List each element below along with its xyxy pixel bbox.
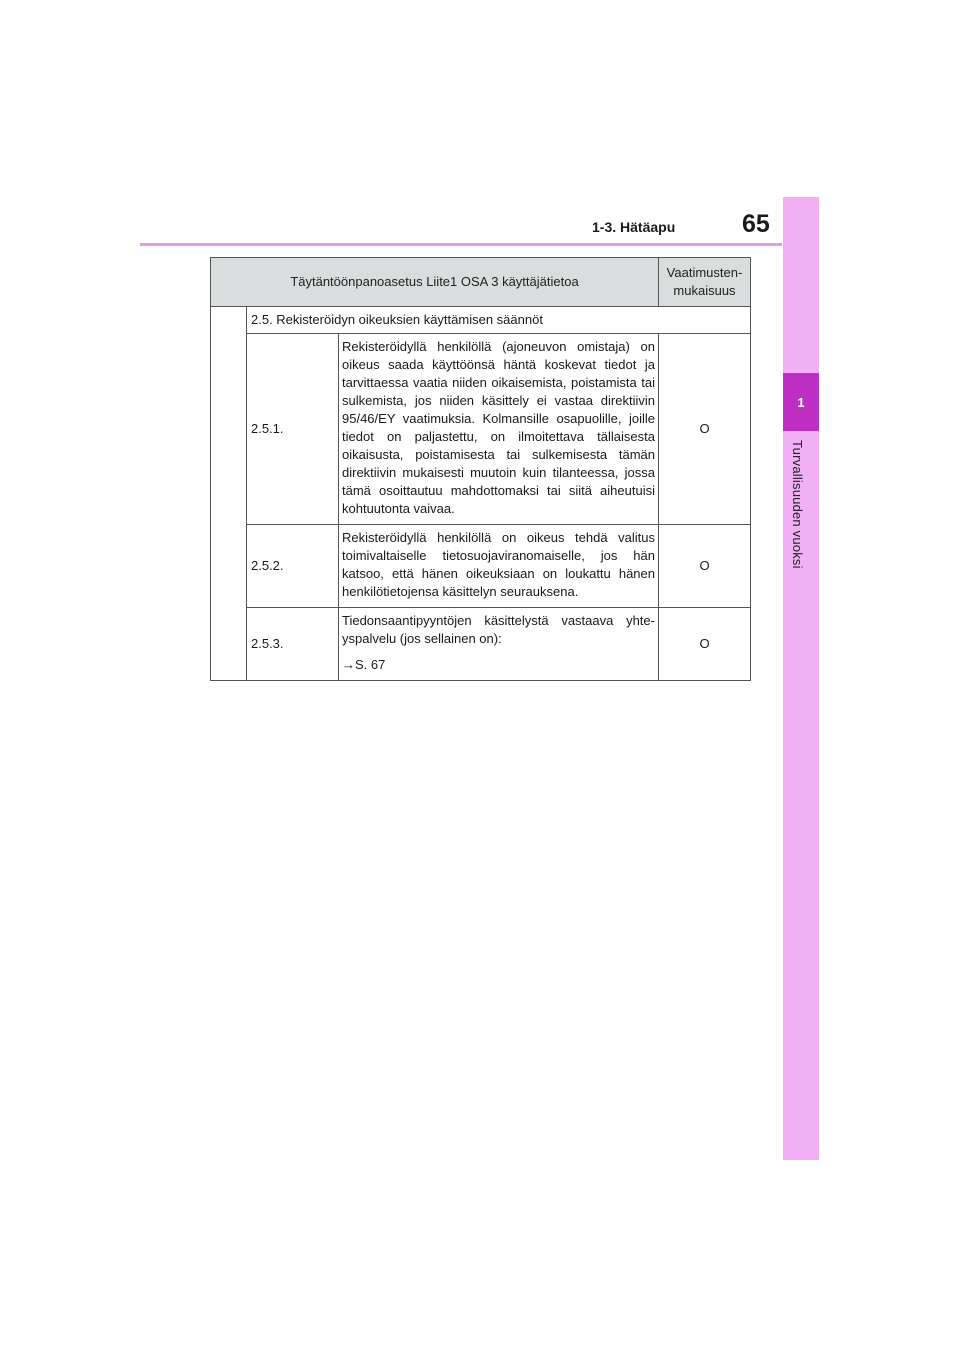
- chapter-label: Turvallisuuden vuoksi: [790, 440, 805, 569]
- header-divider: [140, 243, 782, 246]
- row-text: Rekisteröidyllä henkilöllä (ajoneuvon omistaja) on oikeus saada käyttöönsä häntä koskevat tiedot ja tarvittaessa vaatia niiden oikaisemista, poistamista tai sulkemista, jos niiden käsittely ei vastaa direktiivin 95/46/EY vaatimuksia. Kolmansille osapuolille, joille tiedot on paljastettu, on ilmoitettava tällaisesta oikaisusta, poistamisesta tai sulkemisesta tämän direktiivin mukaisesti muutoin kuin tilanteessa, jossa tämä osoittautuu mahdottomaksi tai siitä aiheutuisi kohtuutonta vaivaa.: [339, 334, 659, 525]
- row-compliance: O: [659, 334, 751, 525]
- row-text: Tiedonsaantipyyntöjen käsittelystä vastaava yhteyspalvelu (jos sellainen on):: [342, 613, 655, 646]
- table-row: [211, 334, 751, 525]
- row-compliance: O: [659, 608, 751, 681]
- table-header-row: [211, 258, 751, 307]
- chapter-number-badge: 1: [783, 373, 819, 431]
- row-code: 2.5.1.: [247, 334, 339, 525]
- row-text-cell: [339, 608, 659, 681]
- section-title: 1-3. Hätäapu: [592, 219, 676, 235]
- row-compliance: O: [659, 525, 751, 608]
- user-information-table: [210, 257, 751, 681]
- header-regulation: Täytäntöönpanoasetus Liite1 OSA 3 käyttäjätietoa: [211, 258, 659, 307]
- page-number: 65: [742, 210, 770, 238]
- row-text: Rekisteröidyllä henkilöllä on oikeus tehdä valitus toimivaltaiselle tietosuojaviranomaiselle, jos hän katsoo, että hänen oikeuksiaan on loukattu hänen henkilötietojensa käsittelyn seurauksena.: [339, 525, 659, 608]
- header-compliance: Vaatimusten-mukaisuus: [659, 258, 751, 307]
- table-row: [211, 608, 751, 681]
- indent-cell: [211, 307, 247, 681]
- table-row: [211, 525, 751, 608]
- group-title: 2.5. Rekisteröidyn oikeuksien käyttämisen säännöt: [247, 307, 751, 334]
- row-code: 2.5.3.: [247, 608, 339, 681]
- row-code: 2.5.2.: [247, 525, 339, 608]
- table-row: [211, 307, 751, 334]
- page-reference-link[interactable]: →S. 67: [342, 657, 386, 672]
- side-chapter-tab: [783, 197, 819, 1160]
